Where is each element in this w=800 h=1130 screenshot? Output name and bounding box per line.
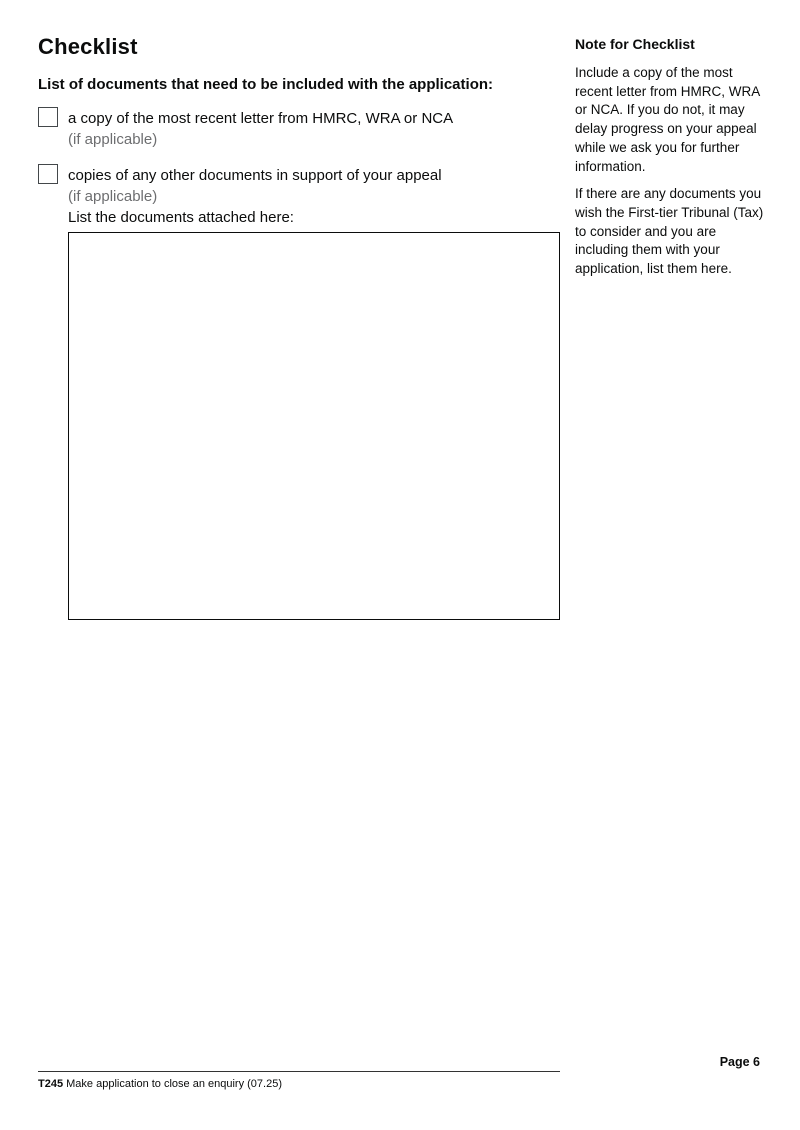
page-title: Checklist: [38, 34, 138, 59]
form-title: Make application to close an enquiry (07.25): [66, 1078, 282, 1090]
checklist-item-other-documents: [38, 164, 442, 228]
form-code: T245: [38, 1078, 64, 1090]
checklist-item-text: [68, 164, 442, 228]
checklist-item-note: (if applicable): [68, 188, 158, 205]
documents-list-prompt: List the documents attached here:: [68, 209, 294, 226]
checklist-item-text: [68, 107, 453, 150]
sidebar-note: [575, 36, 765, 288]
checklist-item-hmrc-letter: [38, 107, 453, 150]
note-paragraph: If there are any documents you wish the First-tier Tribunal (Tax) to consider and you are including them with your application, list them here.: [575, 186, 764, 277]
note-heading: Note for Checklist: [575, 36, 695, 52]
checklist-subtitle: List of documents that need to be included with the application:: [38, 76, 494, 93]
footer-divider: [38, 1071, 560, 1072]
note-paragraph: Include a copy of the most recent letter from HMRC, WRA or NCA. If you do not, it may delay progress on your appeal while we ask you for further information.: [575, 65, 760, 174]
checkbox-hmrc-letter[interactable]: [38, 107, 58, 127]
checkbox-other-documents[interactable]: [38, 164, 58, 184]
checklist-item-label: a copy of the most recent letter from HMRC, WRA or NCA: [68, 110, 454, 127]
page-number: Page 6: [719, 1055, 760, 1069]
documents-list-input[interactable]: [68, 232, 560, 620]
checklist-item-label: copies of any other documents in support of your appeal: [68, 167, 442, 184]
form-identifier: [38, 1078, 282, 1090]
checklist-item-note: (if applicable): [68, 131, 158, 148]
